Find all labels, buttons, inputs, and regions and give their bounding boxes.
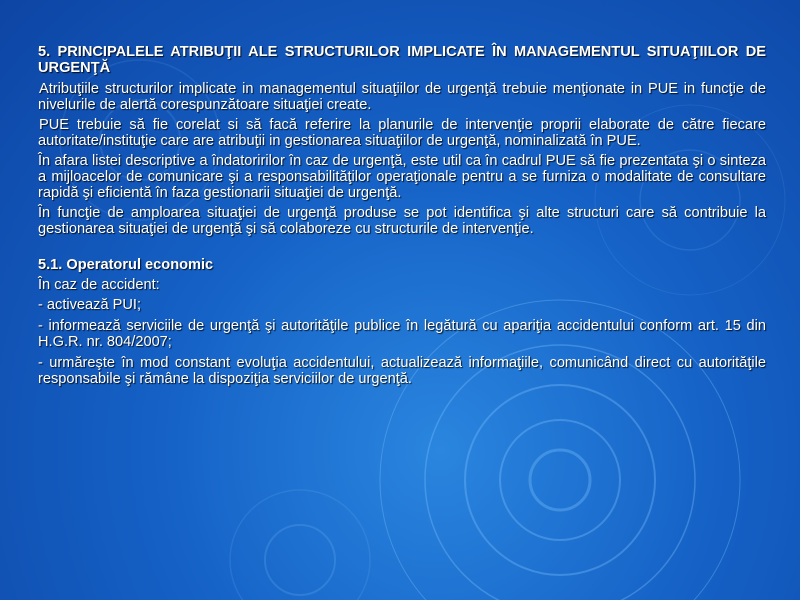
- section-subheading: 5.1. Operatorul economic: [38, 257, 214, 273]
- list-item: - urmăreşte în mod constant evoluţia accidentului, actualizează informaţiile, comunicând direct cu autorităţile responsabile şi rămâne la dispoziţia serviciilor de urgenţă.: [38, 355, 766, 387]
- intro-text: În caz de accident:: [38, 277, 160, 293]
- paragraph: PUE trebuie să fie corelat si să facă referire la planurile de intervenţie proprii elaborate de către fiecare autoritate/instituţie care are atribuţii in gestionarea situaţiilor de urgenţă, nominalizată în PUE.: [38, 117, 766, 149]
- paragraph: În funcţie de amploarea situaţiei de urgenţă produse se pot identifica şi alte structuri care să contribuie la gestionarea situaţiei de urgenţă şi să colaboreze cu structurile de intervenţie.: [38, 205, 766, 237]
- paragraph: În afara listei descriptive a îndatoririlor în caz de urgenţă, este util ca în cadrul PUE să fie prezentata şi o sinteza a mijloacelor de comunicare şi a responsabilităţilor operaţionale pentru a se furniza o modalitate de consultare rapidă şi eficientă în faza gestionarii situaţiei de urgenţă.: [38, 153, 766, 201]
- action-list: [38, 297, 766, 387]
- slide-heading: 5. PRINCIPALELE ATRIBUŢII ALE STRUCTURILOR IMPLICATE ÎN MANAGEMENTUL SITUAŢIILOR DE URGENŢĂ: [38, 44, 766, 76]
- paragraph: Atribuţiile structurilor implicate in managementul situaţiilor de urgenţă trebuie menţionate in PUE in funcţie de nivelurile de alertă corespunzătoare situaţiei create.: [38, 81, 766, 113]
- list-item: - informează serviciile de urgenţă şi autorităţile publice în legătură cu apariţia accidentului conform art. 15 din H.G.R. nr. 804/2007;: [38, 318, 766, 350]
- spacer: [38, 241, 766, 257]
- slide-text: [38, 44, 766, 392]
- list-item: - activează PUI;: [38, 297, 142, 313]
